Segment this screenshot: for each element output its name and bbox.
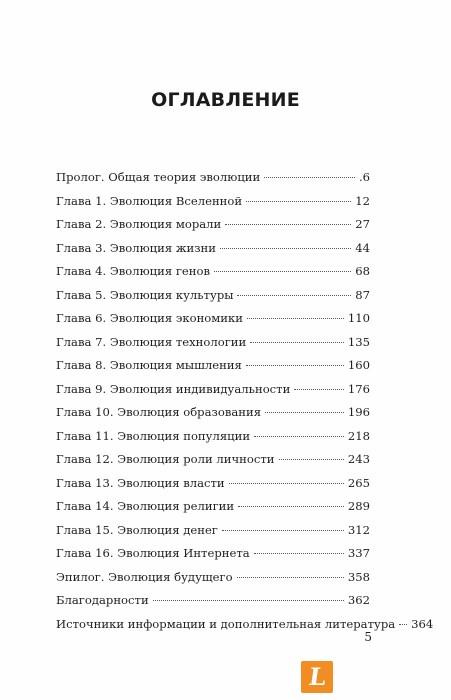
dot-leader <box>214 271 351 272</box>
toc-entry-label: Глава 5. Эволюция культуры <box>56 287 234 302</box>
toc-entry <box>56 593 370 617</box>
toc-entry-page: .6 <box>358 170 370 184</box>
toc-entry-page: 243 <box>347 452 370 466</box>
dot-leader <box>220 248 351 249</box>
toc-entry-page: 362 <box>347 593 370 607</box>
toc-entry-label: Глава 4. Эволюция генов <box>56 264 211 278</box>
dot-leader <box>237 295 351 296</box>
toc-entry <box>56 523 370 547</box>
toc-entry-page: 364 <box>411 616 434 631</box>
toc-entry <box>56 170 370 194</box>
toc-entry-page: 12 <box>355 193 370 208</box>
toc-entry-page: 135 <box>347 334 370 349</box>
toc-entry <box>56 358 370 382</box>
dot-leader <box>153 600 344 601</box>
dot-leader <box>254 436 344 437</box>
dot-leader <box>229 483 344 484</box>
dot-leader <box>265 412 344 413</box>
toc-entry-page: 44 <box>355 240 370 255</box>
toc-entry <box>56 311 370 335</box>
dot-leader <box>264 177 355 178</box>
dot-leader <box>246 201 351 202</box>
toc-entry-page: 160 <box>347 358 370 372</box>
dot-leader <box>225 224 351 225</box>
toc-entry-page: 337 <box>347 546 370 560</box>
toc-entry-page: 289 <box>347 499 370 513</box>
toc-entry-page: 87 <box>355 287 370 302</box>
toc-entry-label: Глава 2. Эволюция морали <box>56 217 222 231</box>
toc-entry-page: 196 <box>347 405 370 419</box>
dot-leader <box>250 342 344 343</box>
toc-entry <box>56 476 370 500</box>
dot-leader <box>237 577 344 578</box>
toc-entry-page: 176 <box>347 381 370 396</box>
toc-entry <box>56 499 370 523</box>
toc-entry-page: 110 <box>347 311 370 325</box>
toc-entry <box>56 288 370 312</box>
toc-entry-page: 68 <box>355 264 370 278</box>
toc-entry <box>56 194 370 218</box>
dot-leader <box>238 506 344 507</box>
toc-entry-label: Глава 15. Эволюция денег <box>56 522 218 537</box>
toc-entry-page: 312 <box>347 522 370 537</box>
toc-entry <box>56 241 370 265</box>
toc-entry-label: Глава 8. Эволюция мышления <box>56 358 242 372</box>
dot-leader <box>279 459 344 460</box>
dot-leader <box>222 530 344 531</box>
toc-entry <box>56 382 370 406</box>
toc-entry <box>56 616 434 641</box>
toc-entry-label: Глава 13. Эволюция власти <box>56 475 225 490</box>
dot-leader <box>247 318 344 319</box>
toc-entry <box>56 217 370 241</box>
toc-entry-label: Глава 12. Эволюция роли личности <box>56 452 275 466</box>
toc-entry-label: Глава 10. Эволюция образования <box>56 405 262 419</box>
toc-entry-page: 358 <box>347 569 370 584</box>
toc-entry-label: Эпилог. Эволюция будущего <box>56 569 233 584</box>
table-of-contents <box>56 170 434 640</box>
toc-entry <box>56 335 370 359</box>
toc-entry-label: Глава 16. Эволюция Интернета <box>56 546 250 560</box>
toc-entry-label: Глава 14. Эволюция религии <box>56 499 235 513</box>
page-title: ОГЛАВЛЕНИЕ <box>151 88 300 111</box>
toc-entry-page: 27 <box>355 217 370 231</box>
toc-entry-label: Благодарности <box>56 593 149 607</box>
toc-entry <box>56 429 370 453</box>
dot-leader <box>399 624 407 625</box>
toc-entry-label: Глава 1. Эволюция Вселенной <box>56 193 243 208</box>
toc-entry <box>56 452 370 476</box>
dot-leader <box>246 365 344 366</box>
toc-entry <box>56 546 370 570</box>
publisher-logo-icon <box>301 661 333 693</box>
toc-entry <box>56 405 370 429</box>
toc-entry-label: Пролог. Общая теория эволюции <box>56 170 261 184</box>
toc-entry-label: Глава 7. Эволюция технологии <box>56 334 247 349</box>
toc-entry-label: Глава 3. Эволюция жизни <box>56 240 217 255</box>
publisher-logo-letter: L <box>306 662 328 691</box>
toc-entry <box>56 264 370 288</box>
toc-entry <box>56 570 370 594</box>
dot-leader <box>294 389 344 390</box>
toc-entry-page: 265 <box>347 475 370 490</box>
toc-entry-page: 218 <box>347 428 370 443</box>
toc-entry-label: Глава 11. Эволюция популяции <box>56 428 251 443</box>
toc-entry-label: Глава 6. Эволюция экономики <box>56 311 243 325</box>
toc-entry-label: Источники информации и дополнительная литература <box>56 616 396 631</box>
toc-entry-label: Глава 9. Эволюция индивидуальности <box>56 381 291 396</box>
dot-leader <box>254 553 344 554</box>
page-number: 5 <box>364 630 372 644</box>
